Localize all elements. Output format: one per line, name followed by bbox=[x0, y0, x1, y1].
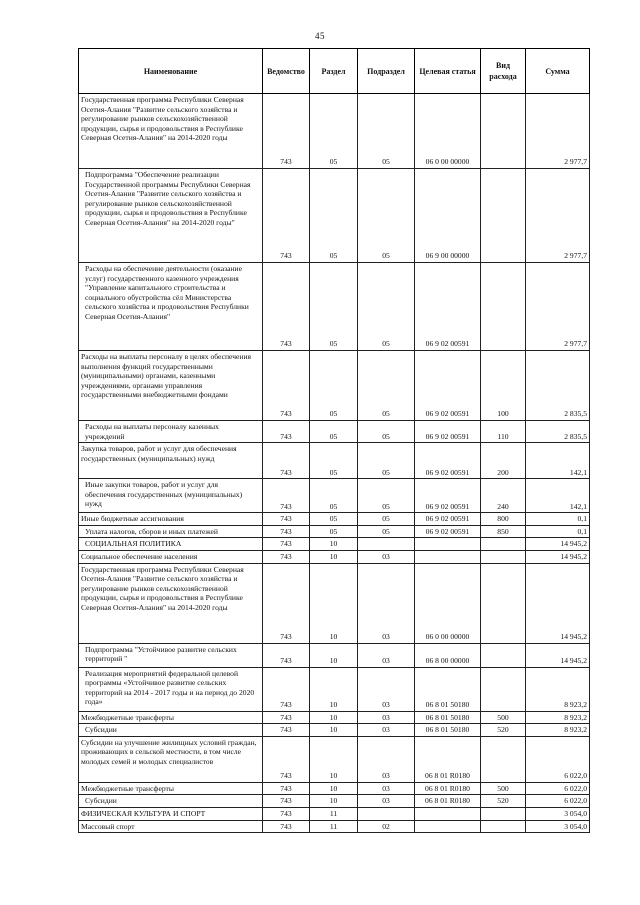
table-row bbox=[79, 550, 590, 563]
cell-subsection: 03 bbox=[358, 736, 415, 782]
cell-target-article: 06 9 02 00591 bbox=[415, 513, 481, 526]
cell-department: 743 bbox=[263, 736, 310, 782]
cell-name: Иные закупки товаров, работ и услуг для обеспечения государственных (муниципальных) нужд bbox=[79, 479, 263, 513]
cell-target-article: 06 8 01 R0180 bbox=[415, 795, 481, 808]
cell-subsection: 03 bbox=[358, 667, 415, 711]
header-department: Ведомство bbox=[263, 49, 310, 94]
cell-department: 743 bbox=[263, 563, 310, 643]
cell-target-article: 06 8 01 50180 bbox=[415, 667, 481, 711]
cell-target-article: 06 8 00 00000 bbox=[415, 643, 481, 667]
cell-expense-type: 110 bbox=[481, 421, 526, 443]
cell-expense-type: 500 bbox=[481, 782, 526, 795]
cell-subsection: 05 bbox=[358, 443, 415, 479]
cell-name: Подпрограмма "Обеспечение реализации Государственной программы Республики Северная Осетия-Алания "Развитие сельского хозяйства и регулирование рынков сельскохозяйственной продукции, сырья и продовольствия в Республике Северная Осетия-Алания" на 2014-2020 годы" bbox=[79, 169, 263, 263]
cell-name: Иные бюджетные ассигнования bbox=[79, 513, 263, 526]
table-row bbox=[79, 443, 590, 479]
table-row bbox=[79, 525, 590, 538]
cell-target-article bbox=[415, 550, 481, 563]
cell-name: Межбюджетные трансферты bbox=[79, 711, 263, 724]
cell-amount: 14 945,2 bbox=[526, 538, 590, 551]
table-row bbox=[79, 724, 590, 737]
cell-expense-type bbox=[481, 263, 526, 351]
cell-section: 05 bbox=[310, 443, 358, 479]
cell-target-article bbox=[415, 538, 481, 551]
table-row bbox=[79, 263, 590, 351]
cell-section: 10 bbox=[310, 667, 358, 711]
cell-name: Субсидии bbox=[79, 795, 263, 808]
table-header bbox=[79, 49, 590, 94]
cell-section: 10 bbox=[310, 643, 358, 667]
cell-subsection: 05 bbox=[358, 421, 415, 443]
cell-department: 743 bbox=[263, 421, 310, 443]
cell-expense-type bbox=[481, 643, 526, 667]
cell-expense-type: 100 bbox=[481, 351, 526, 421]
cell-amount: 2 977,7 bbox=[526, 94, 590, 169]
cell-expense-type: 240 bbox=[481, 479, 526, 513]
cell-section: 11 bbox=[310, 820, 358, 833]
header-target-article: Целевая статья bbox=[415, 49, 481, 94]
table-row bbox=[79, 820, 590, 833]
cell-amount: 6 022,0 bbox=[526, 782, 590, 795]
cell-department: 743 bbox=[263, 724, 310, 737]
cell-section: 10 bbox=[310, 782, 358, 795]
table-row bbox=[79, 169, 590, 263]
cell-amount: 2 835,5 bbox=[526, 421, 590, 443]
cell-subsection: 03 bbox=[358, 550, 415, 563]
cell-subsection: 05 bbox=[358, 94, 415, 169]
budget-table bbox=[78, 48, 590, 833]
cell-name: Подпрограмма "Устойчивое развитие сельских территорий " bbox=[79, 643, 263, 667]
cell-target-article: 06 8 01 R0180 bbox=[415, 782, 481, 795]
cell-department: 743 bbox=[263, 351, 310, 421]
cell-amount: 0,1 bbox=[526, 525, 590, 538]
cell-name: Закупка товаров, работ и услуг для обеспечения государственных (муниципальных) нужд bbox=[79, 443, 263, 479]
cell-amount: 14 945,2 bbox=[526, 563, 590, 643]
cell-amount: 14 945,2 bbox=[526, 550, 590, 563]
cell-name: Расходы на выплаты персоналу в целях обеспечения выполнения функций государственными (муниципальными) органами, казенными учреждениями, органами управления государственными внебюджетными фондами bbox=[79, 351, 263, 421]
cell-department: 743 bbox=[263, 513, 310, 526]
cell-target-article: 06 0 00 00000 bbox=[415, 94, 481, 169]
cell-section: 10 bbox=[310, 795, 358, 808]
cell-target-article: 06 9 00 00000 bbox=[415, 169, 481, 263]
cell-expense-type bbox=[481, 538, 526, 551]
cell-expense-type bbox=[481, 563, 526, 643]
cell-subsection: 03 bbox=[358, 782, 415, 795]
cell-expense-type bbox=[481, 550, 526, 563]
cell-section: 05 bbox=[310, 525, 358, 538]
cell-amount: 14 945,2 bbox=[526, 643, 590, 667]
cell-name: Субсидии bbox=[79, 724, 263, 737]
table-row bbox=[79, 538, 590, 551]
cell-amount: 0,1 bbox=[526, 513, 590, 526]
table-row bbox=[79, 643, 590, 667]
table-row bbox=[79, 563, 590, 643]
cell-subsection: 03 bbox=[358, 643, 415, 667]
cell-target-article: 06 9 02 00591 bbox=[415, 351, 481, 421]
page-number: 45 bbox=[315, 31, 325, 41]
cell-department: 743 bbox=[263, 94, 310, 169]
cell-expense-type: 850 bbox=[481, 525, 526, 538]
table-body bbox=[79, 94, 590, 833]
cell-amount: 8 923,2 bbox=[526, 724, 590, 737]
cell-subsection: 05 bbox=[358, 263, 415, 351]
cell-department: 743 bbox=[263, 169, 310, 263]
cell-target-article: 06 9 02 00591 bbox=[415, 421, 481, 443]
cell-amount: 2 835,5 bbox=[526, 351, 590, 421]
cell-target-article: 06 9 02 00591 bbox=[415, 525, 481, 538]
cell-subsection: 03 bbox=[358, 795, 415, 808]
cell-target-article: 06 8 01 R0180 bbox=[415, 736, 481, 782]
table-row bbox=[79, 667, 590, 711]
cell-department: 743 bbox=[263, 667, 310, 711]
cell-amount: 8 923,2 bbox=[526, 667, 590, 711]
cell-section: 05 bbox=[310, 169, 358, 263]
cell-department: 743 bbox=[263, 795, 310, 808]
cell-name: Субсидии на улучшение жилищных условий граждан, проживающих в сельской местности, в том числе молодых семей и молодых специалистов bbox=[79, 736, 263, 782]
cell-expense-type: 520 bbox=[481, 795, 526, 808]
cell-subsection: 05 bbox=[358, 479, 415, 513]
cell-section: 10 bbox=[310, 724, 358, 737]
cell-expense-type bbox=[481, 667, 526, 711]
cell-subsection: 03 bbox=[358, 563, 415, 643]
cell-expense-type: 520 bbox=[481, 724, 526, 737]
cell-section: 05 bbox=[310, 479, 358, 513]
table-row bbox=[79, 711, 590, 724]
table-row bbox=[79, 807, 590, 820]
cell-subsection: 02 bbox=[358, 820, 415, 833]
cell-amount: 2 977,7 bbox=[526, 169, 590, 263]
cell-amount: 2 977,7 bbox=[526, 263, 590, 351]
cell-subsection bbox=[358, 807, 415, 820]
cell-expense-type: 800 bbox=[481, 513, 526, 526]
cell-expense-type bbox=[481, 807, 526, 820]
cell-department: 743 bbox=[263, 525, 310, 538]
header-amount: Сумма bbox=[526, 49, 590, 94]
cell-section: 10 bbox=[310, 736, 358, 782]
cell-section: 10 bbox=[310, 563, 358, 643]
cell-section: 10 bbox=[310, 711, 358, 724]
table-row bbox=[79, 94, 590, 169]
header-subsection: Подраздел bbox=[358, 49, 415, 94]
cell-subsection: 05 bbox=[358, 525, 415, 538]
cell-department: 743 bbox=[263, 807, 310, 820]
cell-subsection: 03 bbox=[358, 711, 415, 724]
cell-department: 743 bbox=[263, 643, 310, 667]
table-row bbox=[79, 351, 590, 421]
cell-expense-type bbox=[481, 169, 526, 263]
cell-amount: 3 054,0 bbox=[526, 807, 590, 820]
table-row bbox=[79, 736, 590, 782]
cell-department: 743 bbox=[263, 820, 310, 833]
cell-name: Социальное обеспечение населения bbox=[79, 550, 263, 563]
cell-expense-type bbox=[481, 94, 526, 169]
cell-subsection: 05 bbox=[358, 351, 415, 421]
cell-name: Расходы на обеспечение деятельности (оказание услуг) государственного казенного учреждения "Управление капитального строительства и социального обустройства сёл Министерства сельского хозяйства и продовольствия Республики Северная Осетия-Алания" bbox=[79, 263, 263, 351]
cell-section: 05 bbox=[310, 513, 358, 526]
table-row bbox=[79, 513, 590, 526]
cell-amount: 3 054,0 bbox=[526, 820, 590, 833]
header-name: Наименование bbox=[79, 49, 263, 94]
cell-amount: 6 022,0 bbox=[526, 795, 590, 808]
cell-expense-type bbox=[481, 736, 526, 782]
table-row bbox=[79, 782, 590, 795]
header-section: Раздел bbox=[310, 49, 358, 94]
cell-section: 05 bbox=[310, 421, 358, 443]
cell-expense-type: 200 bbox=[481, 443, 526, 479]
cell-amount: 6 022,0 bbox=[526, 736, 590, 782]
cell-section: 10 bbox=[310, 550, 358, 563]
table-row bbox=[79, 795, 590, 808]
cell-subsection: 05 bbox=[358, 169, 415, 263]
cell-subsection bbox=[358, 538, 415, 551]
cell-target-article: 06 9 02 00591 bbox=[415, 263, 481, 351]
cell-amount: 142,1 bbox=[526, 479, 590, 513]
cell-amount: 8 923,2 bbox=[526, 711, 590, 724]
cell-name: Массовый спорт bbox=[79, 820, 263, 833]
cell-department: 743 bbox=[263, 782, 310, 795]
cell-expense-type: 500 bbox=[481, 711, 526, 724]
cell-department: 743 bbox=[263, 550, 310, 563]
table-row bbox=[79, 421, 590, 443]
cell-expense-type bbox=[481, 820, 526, 833]
cell-section: 11 bbox=[310, 807, 358, 820]
cell-department: 743 bbox=[263, 443, 310, 479]
table-row bbox=[79, 479, 590, 513]
cell-target-article: 06 8 01 50180 bbox=[415, 724, 481, 737]
cell-target-article: 06 8 01 50180 bbox=[415, 711, 481, 724]
header-row bbox=[79, 49, 590, 94]
cell-target-article bbox=[415, 820, 481, 833]
cell-name: Государственная программа Республики Северная Осетия-Алания "Развитие сельского хозяйства и регулирование рынков сельскохозяйственной продукции, сырья и продовольствия в Республике Северная Осетия-Алания" на 2014-2020 годы bbox=[79, 94, 263, 169]
cell-name: Расходы на выплаты персоналу казенных учреждений bbox=[79, 421, 263, 443]
cell-name: Уплата налогов, сборов и иных платежей bbox=[79, 525, 263, 538]
cell-section: 05 bbox=[310, 263, 358, 351]
cell-target-article: 06 9 02 00591 bbox=[415, 479, 481, 513]
cell-section: 10 bbox=[310, 538, 358, 551]
cell-subsection: 03 bbox=[358, 724, 415, 737]
cell-target-article bbox=[415, 807, 481, 820]
cell-department: 743 bbox=[263, 711, 310, 724]
cell-name: ФИЗИЧЕСКАЯ КУЛЬТУРА И СПОРТ bbox=[79, 807, 263, 820]
cell-subsection: 05 bbox=[358, 513, 415, 526]
cell-target-article: 06 9 02 00591 bbox=[415, 443, 481, 479]
cell-name: Государственная программа Республики Северная Осетия-Алания "Развитие сельского хозяйства и регулирование рынков сельскохозяйственной продукции, сырья и продовольствия в Республике Северная Осетия-Алания" на 2014-2020 годы bbox=[79, 563, 263, 643]
cell-section: 05 bbox=[310, 351, 358, 421]
cell-section: 05 bbox=[310, 94, 358, 169]
cell-department: 743 bbox=[263, 538, 310, 551]
cell-name: Реализация мероприятий федеральной целевой программы «Устойчивое развитие сельских территорий на 2014 - 2017 годы и на период до 2020 года» bbox=[79, 667, 263, 711]
cell-name: СОЦИАЛЬНАЯ ПОЛИТИКА bbox=[79, 538, 263, 551]
cell-target-article: 06 0 00 00000 bbox=[415, 563, 481, 643]
cell-department: 743 bbox=[263, 263, 310, 351]
header-expense-type: Вид расхода bbox=[481, 49, 526, 94]
cell-amount: 142,1 bbox=[526, 443, 590, 479]
cell-department: 743 bbox=[263, 479, 310, 513]
cell-name: Межбюджетные трансферты bbox=[79, 782, 263, 795]
